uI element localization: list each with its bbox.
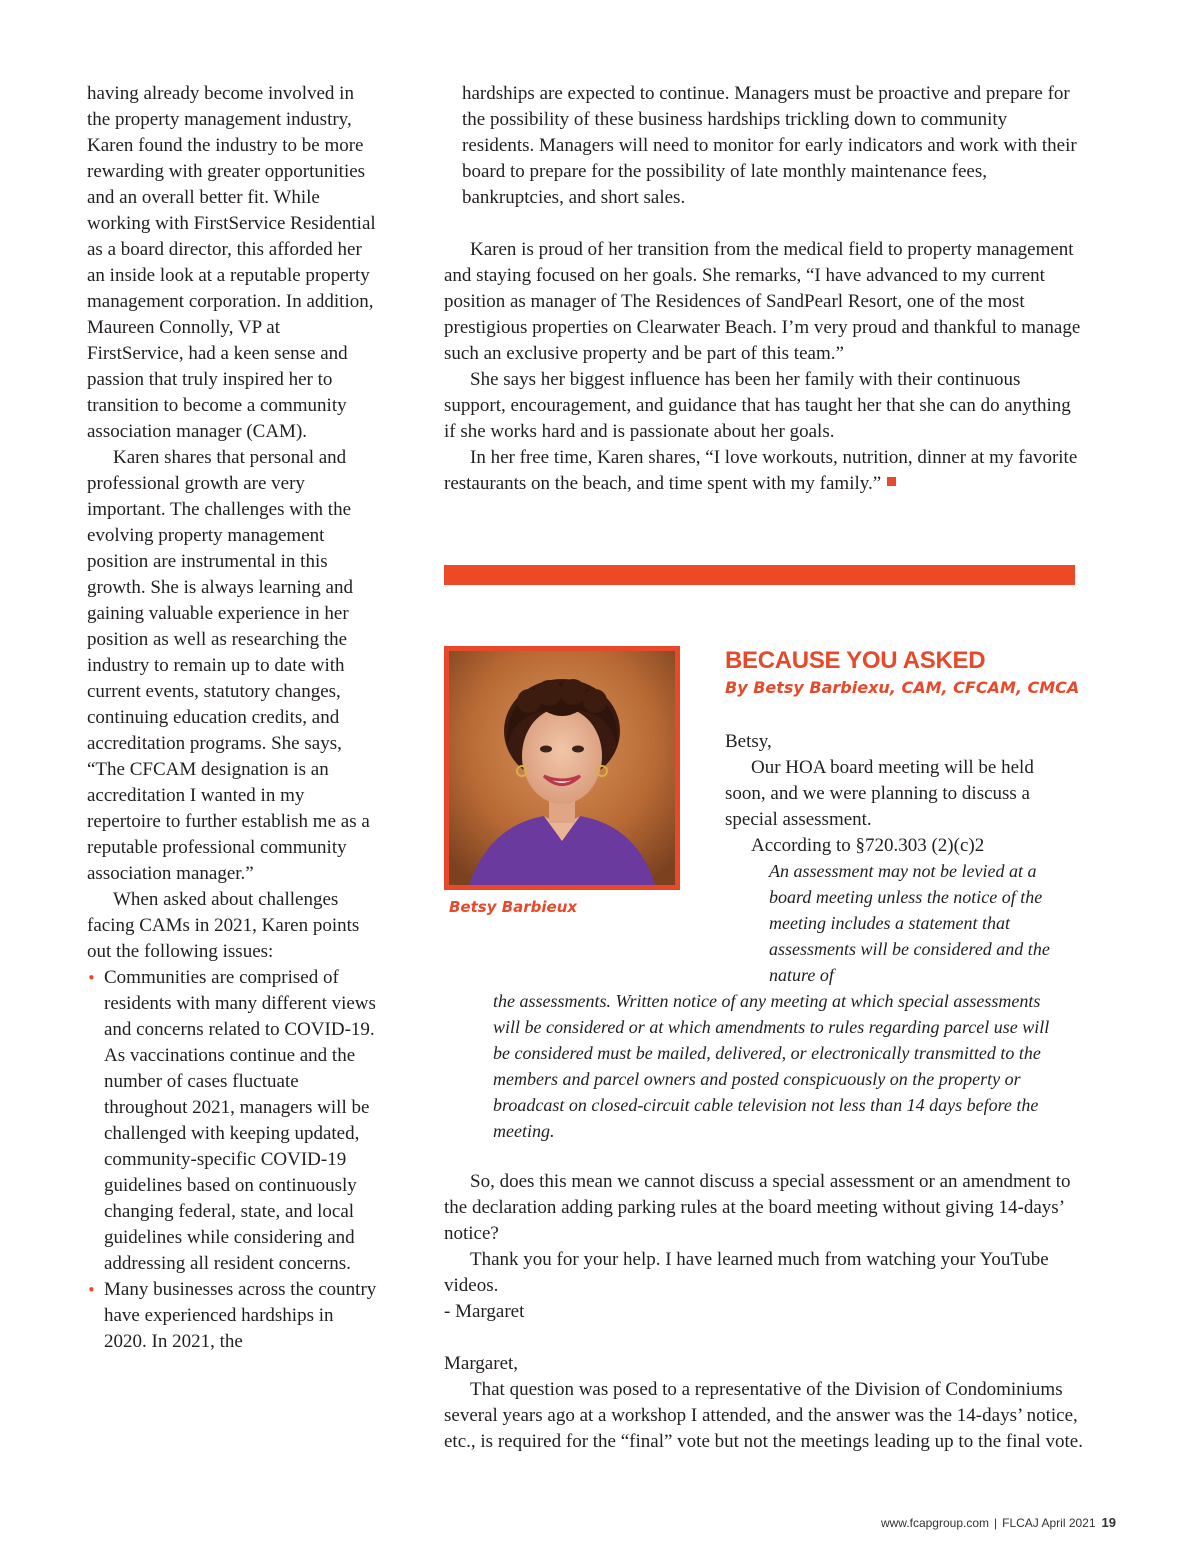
letter-continuation — [444, 1169, 1084, 1455]
paragraph-spacer — [444, 211, 1084, 237]
footer-issue: April 2021 — [1041, 1516, 1096, 1530]
bullet-continuation: hardships are expected to continue. Managers must be proactive and prepare for the possibility of these business hardships trickling down to community residents. Managers will need to monitor for early indicators and work with their board to prepare for the possibility of late monthly maintenance fees, bankruptcies, and short sales. — [462, 83, 1077, 208]
footer-separator: | — [994, 1516, 998, 1530]
paragraph-spacer — [444, 1325, 1084, 1351]
left-column — [87, 81, 379, 1355]
end-of-article-icon — [887, 477, 896, 486]
answer-salutation: Margaret, — [444, 1353, 519, 1374]
letter-salutation: Betsy, — [725, 731, 772, 752]
footer-website: www.fcapgroup.com — [880, 1516, 989, 1530]
bullet-icon: • — [87, 1281, 96, 1299]
letter-paragraph-1: Our HOA board meeting will be held soon, and we were planning to discuss a special assessment. — [725, 757, 1034, 830]
section-divider — [444, 565, 1075, 585]
list-item — [87, 965, 379, 1277]
portrait-illustration — [449, 651, 675, 885]
right-paragraph-1: Karen is proud of her transition from the medical field to property management and staying focused on her goals. She remarks, “I have advanced to my current position as manager of The Residences of SandPearl Resort, one of the most prestigious properties on Clearwater Beach. I’m very proud and thankful to manage such an exclusive property and be part of this team.” — [444, 239, 1081, 364]
footer-publication: FLCAJ — [1002, 1516, 1039, 1530]
reader-letter — [725, 729, 1070, 859]
byline: By Betsy Barbiexu, CAM, CFCAM, CMCA — [725, 678, 1080, 697]
list-item-text: Communities are comprised of residents with many different views and concerns related to COVID-19. As vaccinations continue and the number of cases fluctuate throughout 2021, managers will be challenged with keeping updated, community-specific COVID-19 guidelines based on continuously changing federal, state, and local guidelines while considering and addressing all resident concerns. — [104, 967, 376, 1274]
right-paragraph-2: She says her biggest influence has been her family with their continuous support, encouragement, and guidance that has taught her that she can do anything if she works hard and is passionate about her goals. — [444, 369, 1071, 442]
left-paragraph-1: having already become involved in the property management industry, Karen found the industry to be more rewarding with greater opportunities and an overall better fit. While working with FirstService Residential as a board director, this afforded her an inside look at a reputable property management corporation. In addition, Maureen Connolly, VP at FirstService, had a keen sense and passion that truly inspired her to transition to become a community association manager (CAM). — [87, 83, 376, 442]
answer-paragraph-1: That question was posed to a representative of the Division of Condominiums several years ago at a workshop I attended, and the answer was the 14-days’ notice, etc., is required for the “final” vote but not the meetings leading up to the final vote. — [444, 1379, 1083, 1452]
bullet-icon: • — [87, 969, 96, 987]
right-column-top — [444, 81, 1084, 497]
challenges-list — [87, 965, 379, 1355]
page-number: 19 — [1101, 1515, 1116, 1530]
right-paragraph-3-text: In her free time, Karen shares, “I love workouts, nutrition, dinner at my favorite restaurants on the beach, and time spent with my family.” — [444, 447, 1078, 494]
author-photo — [444, 646, 680, 890]
list-item-text: Many businesses across the country have experienced hardships in 2020. In 2021, the — [104, 1279, 377, 1352]
list-item — [87, 1277, 379, 1355]
statute-quote-part-2: the assessments. Written notice of any meeting at which special assessments will be considered or at which amendments to rules regarding parcel use will be considered must be mailed, delivered, or electronically transmitted to the members and parcel owners and posted conspicuously on the property or broadcast on closed-circuit cable television not less than 14 days before the meeting. — [493, 991, 1050, 1141]
letter-signoff: - Margaret — [444, 1301, 525, 1322]
section-title: BECAUSE YOU ASKED — [725, 647, 986, 674]
left-paragraph-2: Karen shares that personal and professional growth are very important. The challenges with the evolving property management position are instrumental in this growth. She is always learning and gaining valuable experience in her position as well as researching the industry to remain up to date with current events, statutory changes, continuing education credits, and accreditation programs. She says, “The CFCAM designation is an accreditation I wanted in my repertoire to further establish me as a reputable professional community association manager.” — [87, 447, 370, 884]
letter-paragraph-4: Thank you for your help. I have learned much from watching your YouTube videos. — [444, 1249, 1049, 1296]
page-footer — [881, 1515, 1116, 1530]
letter-paragraph-3: So, does this mean we cannot discuss a special assessment or an amendment to the declaration adding parking rules at the board meeting without giving 14-days’ notice? — [444, 1171, 1071, 1244]
right-paragraph-3 — [444, 445, 1084, 497]
photo-caption: Betsy Barbieux — [449, 898, 578, 916]
statute-quote-part-1: An assessment may not be levied at a board meeting unless the notice of the meeting includes a statement that assessments will be considered and the nature of — [769, 861, 1050, 985]
letter-paragraph-2: According to §720.303 (2)(c)2 — [751, 835, 985, 856]
left-paragraph-3: When asked about challenges facing CAMs in 2021, Karen points out the following issues: — [87, 889, 360, 962]
